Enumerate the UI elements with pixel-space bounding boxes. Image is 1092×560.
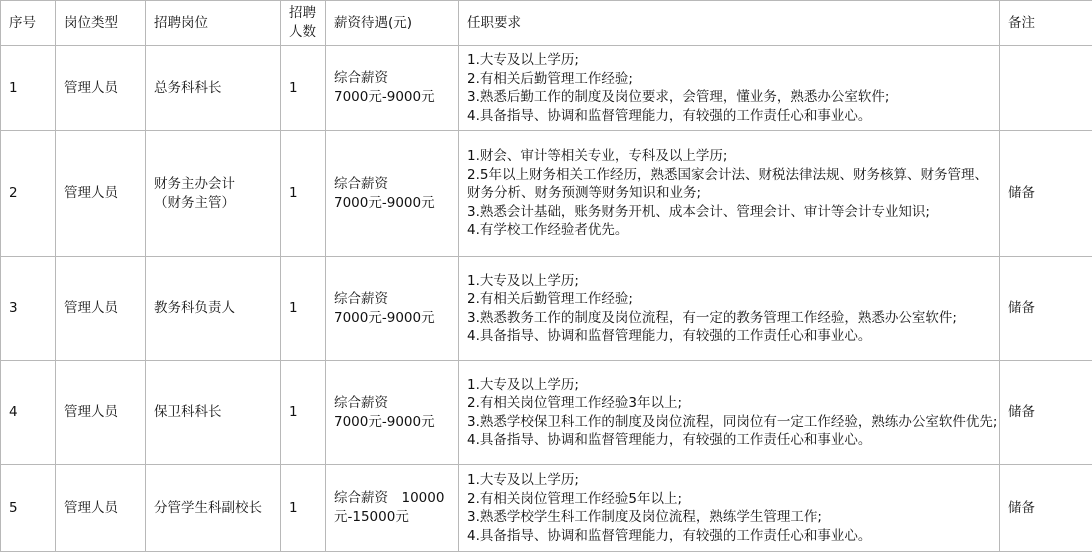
cell-remark: 储备	[1000, 131, 1092, 257]
requirement-item: 3.熟悉学校保卫科工作的制度及岗位流程，同岗位有一定工作经验，熟练办公室软件优先;	[467, 413, 998, 430]
cell-salary	[326, 131, 459, 257]
requirement-item: 4.具备指导、协调和监督管理能力，有较强的工作责任心和事业心。	[467, 432, 872, 448]
cell-requirements	[459, 131, 1000, 257]
salary-line: 综合薪资	[334, 175, 388, 192]
requirement-item: 3.熟悉会计基础，账务财务开机、成本会计、管理会计、审计等会计专业知识;	[467, 203, 930, 220]
requirement-item: 2.5年以上财务相关工作经历，熟悉国家会计法、财税法律法规、财务核算、财务管理、财务分析、财务预测等财务知识和业务;	[467, 166, 988, 202]
cell-remark: 储备	[1000, 361, 1092, 465]
requirement-item: 2.有相关后勤管理工作经验;	[467, 291, 633, 307]
requirement-item: 1.大专及以上学历;	[467, 272, 579, 289]
cell-type: 管理人员	[56, 465, 146, 552]
requirement-item: 3.熟悉后勤工作的制度及岗位要求，会管理，懂业务，熟悉办公室软件;	[467, 89, 890, 105]
requirement-item: 3.熟悉学校学生科工作制度及岗位流程，熟练学生管理工作;	[467, 509, 822, 525]
cell-salary	[326, 361, 459, 465]
requirement-item: 1.财会、审计等相关专业，专科及以上学历;	[467, 148, 728, 165]
requirement-item: 2.有相关岗位管理工作经验3年以上;	[467, 395, 683, 411]
table-row	[1, 131, 1092, 257]
cell-count: 1	[281, 361, 326, 465]
cell-salary	[326, 465, 459, 552]
cell-position	[146, 361, 281, 465]
position-line: 教务科负责人	[154, 300, 235, 317]
requirement-item: 4.具备指导、协调和监督管理能力，有较强的工作责任心和事业心。	[467, 527, 872, 544]
salary-line-2: 7000元-9000元	[334, 194, 435, 211]
salary-line-2: 7000元-9000元	[334, 89, 435, 105]
requirement-item: 1.大专及以上学历;	[467, 472, 579, 488]
requirement-item: 1.大专及以上学历;	[467, 376, 579, 393]
cell-no: 2	[1, 131, 56, 257]
cell-no: 5	[1, 465, 56, 552]
cell-remark	[1000, 46, 1092, 131]
position-line: 分管学生科副校长	[154, 499, 262, 516]
cell-position	[146, 257, 281, 361]
table-row	[1, 257, 1092, 361]
table-header-row	[1, 1, 1092, 46]
cell-salary	[326, 257, 459, 361]
cell-no: 4	[1, 361, 56, 465]
cell-requirements	[459, 257, 1000, 361]
header-count: 招聘人数	[281, 1, 326, 46]
requirement-item: 3.熟悉教务工作的制度及岗位流程，有一定的教务管理工作经验，熟悉办公室软件;	[467, 309, 957, 326]
cell-requirements	[459, 465, 1000, 552]
header-salary: 薪资待遇(元)	[326, 1, 459, 46]
header-requirements: 任职要求	[459, 1, 1000, 46]
table-row	[1, 465, 1092, 552]
cell-type: 管理人员	[56, 131, 146, 257]
salary-line-2: 7000元-9000元	[334, 309, 435, 326]
header-position: 招聘岗位	[146, 1, 281, 46]
requirement-item: 4.有学校工作经验者优先。	[467, 222, 629, 239]
table-row	[1, 361, 1092, 465]
cell-salary	[326, 46, 459, 131]
cell-count: 1	[281, 131, 326, 257]
header-type: 岗位类型	[56, 1, 146, 46]
header-remark: 备注	[1000, 1, 1092, 46]
cell-count: 1	[281, 465, 326, 552]
cell-remark: 储备	[1000, 257, 1092, 361]
position-line: 财务主办会计	[154, 176, 235, 192]
requirement-item: 4.具备指导、协调和监督管理能力，有较强的工作责任心和事业心。	[467, 328, 872, 344]
cell-no: 1	[1, 46, 56, 131]
salary-line: 综合薪资 10000元-15000元	[334, 490, 445, 525]
requirement-item: 1.大专及以上学历;	[467, 52, 579, 68]
cell-position	[146, 131, 281, 257]
cell-type: 管理人员	[56, 361, 146, 465]
cell-remark: 储备	[1000, 465, 1092, 552]
cell-type: 管理人员	[56, 257, 146, 361]
cell-no: 3	[1, 257, 56, 361]
table-row	[1, 46, 1092, 131]
cell-type: 管理人员	[56, 46, 146, 131]
cell-requirements	[459, 46, 1000, 131]
position-line: 保卫科科长	[154, 404, 222, 421]
salary-line: 综合薪资	[334, 70, 388, 86]
position-line-2: （财务主管）	[154, 194, 235, 211]
requirement-item: 2.有相关后勤管理工作经验;	[467, 70, 633, 87]
salary-line: 综合薪资	[334, 290, 388, 307]
requirement-item: 4.具备指导、协调和监督管理能力，有较强的工作责任心和事业心。	[467, 107, 872, 124]
cell-position	[146, 465, 281, 552]
salary-line-2: 7000元-9000元	[334, 413, 435, 430]
cell-position	[146, 46, 281, 131]
cell-count: 1	[281, 46, 326, 131]
salary-line: 综合薪资	[334, 394, 388, 411]
requirement-item: 2.有相关岗位管理工作经验5年以上;	[467, 490, 683, 507]
position-line: 总务科科长	[154, 79, 222, 96]
cell-requirements	[459, 361, 1000, 465]
cell-count: 1	[281, 257, 326, 361]
header-no: 序号	[1, 1, 56, 46]
